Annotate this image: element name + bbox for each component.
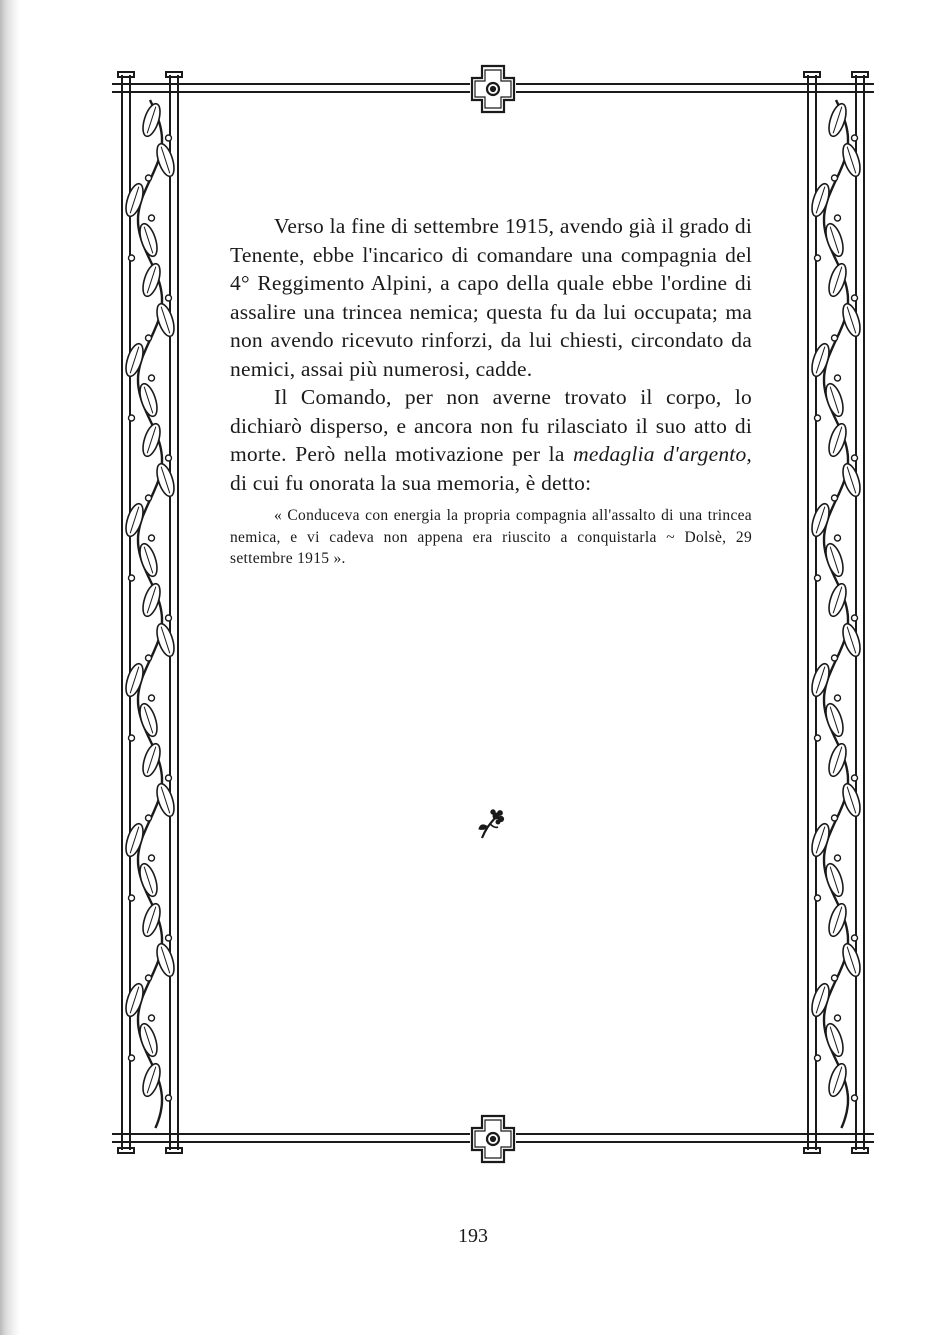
vine-berry [815, 255, 821, 261]
vine-berry [832, 335, 838, 341]
vine-berry [166, 775, 172, 781]
vine-berry [852, 455, 858, 461]
vine-berry [835, 535, 841, 541]
vine-berry [146, 815, 152, 821]
vine-berry [146, 655, 152, 661]
vine-berry [149, 535, 155, 541]
vine-berry [815, 575, 821, 581]
vine-berry [835, 215, 841, 221]
vine-berry [832, 175, 838, 181]
vine-berry [166, 615, 172, 621]
vine-berry [146, 175, 152, 181]
vine-berry [852, 295, 858, 301]
vine-berry [166, 1095, 172, 1101]
vine-berry [129, 415, 135, 421]
vine-berry [852, 935, 858, 941]
bottom-cross-ornament-icon [472, 1116, 514, 1162]
main-text-block [230, 212, 752, 570]
vine-berry [852, 1095, 858, 1101]
top-cross-ornament-icon [472, 66, 514, 112]
flower-sprig-icon [476, 808, 506, 842]
vine-berry [146, 975, 152, 981]
vine-berry [129, 575, 135, 581]
paragraph-2 [230, 383, 752, 497]
vine-berry [852, 615, 858, 621]
vine-berry [129, 1055, 135, 1061]
vine-berry [832, 495, 838, 501]
vine-berry [835, 1015, 841, 1021]
medal-emphasis: medaglia d'argento, [573, 442, 753, 466]
vine-berry [129, 735, 135, 741]
paragraph-2-end: di cui fu onorata la sua memoria, è detto: [230, 470, 592, 495]
vine-berry [129, 255, 135, 261]
vine-berry [166, 295, 172, 301]
vine-berry [149, 375, 155, 381]
vine-berry [835, 375, 841, 381]
vine-berry [835, 855, 841, 861]
vine-berry [166, 135, 172, 141]
vine-berry [832, 975, 838, 981]
vine-berry [832, 815, 838, 821]
paragraph-2-start: Il Comando, per non averne trovato il corpo, lo dichiarò disperso, e ancora non fu rilasciato il suo atto di morte. Però nella motivazione per la [230, 385, 752, 466]
vine-berry [852, 775, 858, 781]
vine-berry [149, 695, 155, 701]
citation-quote: « Conduceva con energia la propria compagnia all'assalto di una trincea nemica, e vi cadeva non appena era riuscito a conquistarla ~ Dolsè, 29 settembre 1915 ». [230, 507, 752, 567]
vine-berry [149, 1015, 155, 1021]
vine-berry [815, 735, 821, 741]
paragraph-1: Verso la fine di settembre 1915, avendo già il grado di Tenente, ebbe l'incarico di comandare una compagnia del 4° Reggimento Alpini, a capo della quale ebbe l'ordine di assalire una trincea nemica; questa fu da lui occupata; ma non avendo ricevuto rinforzi, da lui chiesti, circondato da nemici, assai più numerosi, cadde. [230, 214, 752, 381]
vine-berry [149, 215, 155, 221]
vine-berry [166, 935, 172, 941]
vine-berry [852, 135, 858, 141]
vine-berry [166, 455, 172, 461]
page-number: 193 [458, 1225, 488, 1247]
vine-berry [129, 895, 135, 901]
vine-berry [835, 695, 841, 701]
vine-berry [146, 335, 152, 341]
vine-berry [815, 1055, 821, 1061]
vine-berry [815, 895, 821, 901]
vine-berry [832, 655, 838, 661]
vine-berry [149, 855, 155, 861]
vine-berry [815, 415, 821, 421]
vine-berry [146, 495, 152, 501]
